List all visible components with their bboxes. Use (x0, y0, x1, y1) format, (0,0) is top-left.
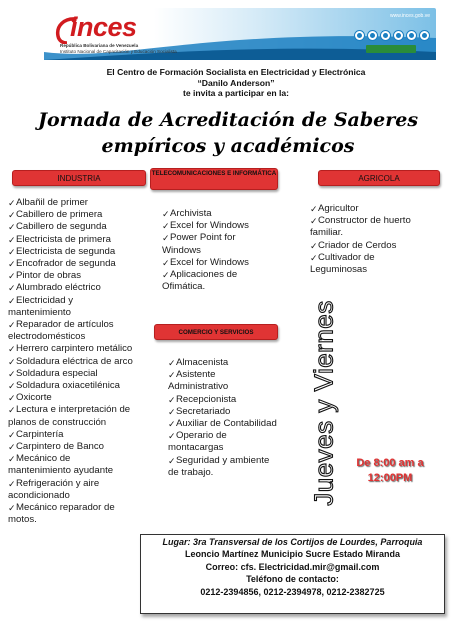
list-item-label: Mecánico de (16, 453, 71, 465)
list-item (162, 232, 297, 244)
list-item (310, 227, 450, 239)
list-item (8, 209, 158, 221)
category-comercio: COMERCIO Y SERVICIOS (154, 324, 278, 340)
list-item-label: Electricidad y (16, 294, 74, 306)
list-item (168, 467, 308, 479)
list-item-label: Recepcionista (176, 393, 237, 405)
check-icon: ✓ (8, 271, 16, 282)
check-icon: ✓ (162, 221, 170, 232)
check-icon: ✓ (162, 270, 170, 281)
check-icon: ✓ (8, 234, 16, 245)
list-item-label: Reparador de artículos (16, 319, 114, 331)
check-icon: ✓ (8, 368, 16, 379)
list-item-label: Electricista de segunda (16, 245, 116, 257)
check-icon: ✓ (8, 503, 16, 514)
list-item (162, 257, 297, 269)
list-item (8, 368, 158, 380)
list-item (8, 404, 158, 416)
list-item-label: Alumbrado eléctrico (16, 282, 101, 294)
check-icon: ✓ (162, 257, 170, 268)
social-icon-5 (406, 30, 417, 41)
social-icon-1 (354, 30, 365, 41)
list-item (8, 331, 158, 343)
check-icon: ✓ (8, 210, 16, 221)
check-icon: ✓ (8, 429, 16, 440)
list-item-label: Pintor de obras (16, 270, 82, 282)
info-location-line-2: Leoncio Martínez Municipio Sucre Estado Miranda (184, 549, 401, 560)
list-item (8, 478, 158, 490)
check-icon: ✓ (8, 442, 16, 453)
social-icon-3 (380, 30, 391, 41)
list-item-label: Administrativo (168, 381, 229, 393)
list-item (168, 455, 308, 467)
list-item-label: Secretariado (176, 405, 231, 417)
check-icon: ✓ (168, 370, 176, 381)
logo-subtitle-1: República Bolivariana de Venezuela (60, 43, 139, 48)
list-item-label: Herrero carpintero metálico (16, 343, 133, 355)
list-item-label: Lectura e interpretación de (16, 404, 131, 416)
title-line-1: Jornada de Acreditación de Saberes (37, 109, 419, 131)
list-item-label: Electricista de primera (16, 233, 111, 245)
list-item (162, 208, 297, 220)
check-icon: ✓ (168, 358, 176, 368)
page-title (10, 107, 446, 159)
logo-wordmark: inces (70, 12, 137, 42)
list-item (168, 406, 308, 418)
check-icon: ✓ (8, 320, 16, 331)
check-icon: ✓ (8, 344, 16, 355)
social-icons (354, 30, 430, 41)
list-item (8, 319, 158, 331)
check-icon: ✓ (168, 419, 176, 430)
list-item-label: familiar. (310, 227, 344, 239)
list-item-label: mantenimiento (8, 306, 71, 318)
social-icon-4 (393, 30, 404, 41)
list-item (162, 245, 297, 257)
list-item-label: Power Point for (170, 232, 236, 244)
list-item (310, 252, 450, 264)
list-item (8, 514, 158, 526)
invitation-line-1: El Centro de Formación Socialista en Electricidad y Electrónica (106, 67, 366, 77)
invitation-line-3: te invita a participar en la: (182, 88, 290, 98)
list-item-label: Ofimática. (162, 281, 206, 293)
check-icon: ✓ (8, 246, 16, 257)
list-item-label: Asistente (176, 369, 216, 381)
list-item-label: Leguminosas (310, 264, 368, 276)
check-icon: ✓ (168, 394, 176, 405)
list-item (162, 220, 297, 232)
banner-right-block (340, 12, 430, 56)
list-item (8, 221, 158, 233)
info-email: Correo: cfs. Electricidad.mir@gmail.com (205, 561, 380, 572)
list-item (8, 234, 158, 246)
list-item-label: Operario de (176, 430, 227, 442)
check-icon: ✓ (8, 259, 16, 270)
list-item (310, 264, 450, 276)
list-item (168, 430, 308, 442)
info-phone-label: Teléfono de contacto: (246, 574, 339, 585)
list-item-label: Seguridad y ambiente (176, 454, 270, 466)
list-item (168, 442, 308, 454)
list-item (162, 269, 297, 281)
check-icon: ✓ (310, 240, 318, 251)
list-item-label: Constructor de huerto (318, 215, 411, 227)
list-item-label: Auxiliar de Contabilidad (176, 418, 277, 430)
list-item-label: Cabillero de primera (16, 209, 103, 221)
check-icon: ✓ (310, 204, 318, 214)
list-item-label: Cabillero de segunda (16, 221, 107, 233)
list-item-label: Refrigeración y aire (16, 477, 100, 489)
category-telecom: TELECOMUNICACIONES E INFORMÁTICA (150, 168, 278, 190)
title-line-2: empíricos y académicos (101, 135, 355, 157)
banner-tag-badge (366, 45, 416, 53)
list-item-label: electrodomésticos (8, 331, 86, 343)
list-item-label: Criador de Cerdos (318, 239, 397, 251)
check-icon: ✓ (8, 454, 16, 465)
list-item-label: Soldadura eléctrica de arco (16, 355, 133, 367)
list-item (8, 502, 158, 514)
check-icon: ✓ (168, 406, 176, 417)
check-icon: ✓ (8, 283, 16, 294)
list-item (168, 369, 308, 381)
list-item-label: Albañil de primer (16, 197, 88, 208)
check-icon: ✓ (8, 295, 16, 306)
check-icon: ✓ (162, 209, 170, 219)
check-icon: ✓ (310, 252, 318, 263)
list-item-label: acondicionado (8, 489, 70, 501)
check-icon: ✓ (168, 431, 176, 442)
check-icon: ✓ (8, 381, 16, 392)
list-item-label: Carpintero de Banco (16, 441, 104, 453)
list-item-label: Windows (162, 244, 201, 256)
info-phone-numbers: 0212-2394856, 0212-2394978, 0212-2382725 (200, 586, 385, 597)
list-item-label: de trabajo. (168, 466, 214, 478)
list-item (8, 380, 158, 392)
comercio-list (168, 357, 308, 479)
list-item (8, 270, 158, 282)
list-item-label: Carpintería (16, 428, 64, 440)
list-item-label: Oxicorte (16, 392, 52, 404)
list-item (8, 282, 158, 294)
check-icon: ✓ (8, 222, 16, 233)
list-item-label: Cultivador de (318, 251, 375, 263)
list-item-label: montacargas (168, 442, 224, 454)
list-item-label: Encofrador de segunda (16, 258, 116, 270)
category-agricola: AGRICOLA (318, 170, 440, 186)
list-item-label: Mecánico reparador de (16, 502, 115, 514)
list-item (8, 429, 158, 441)
check-icon: ✓ (8, 198, 16, 208)
list-item-label: Soldadura oxiacetilénica (16, 380, 120, 392)
schedule-line-2: 12:00PM (367, 472, 413, 484)
list-item (8, 307, 158, 319)
list-item (8, 490, 158, 502)
social-icon-6 (419, 30, 430, 41)
list-item (168, 381, 308, 393)
list-item (168, 357, 308, 369)
list-item-label: Archivista (170, 208, 212, 219)
list-item (8, 465, 158, 477)
list-item-label: planos de construcción (8, 416, 107, 428)
category-industria: INDUSTRIA (12, 170, 146, 186)
list-item (310, 240, 450, 252)
schedule-line-1: De 8:00 am a (356, 457, 424, 469)
list-item-label: Aplicaciones de (170, 269, 238, 281)
check-icon: ✓ (168, 455, 176, 466)
check-icon: ✓ (8, 405, 16, 416)
list-item (8, 197, 158, 209)
list-item (162, 281, 297, 293)
list-item (168, 394, 308, 406)
check-icon: ✓ (310, 216, 318, 227)
list-item (8, 441, 158, 453)
list-item (8, 246, 158, 258)
list-item (310, 203, 450, 215)
contact-info-box (140, 534, 445, 614)
list-item (8, 453, 158, 465)
list-item (8, 356, 158, 368)
logo-subtitle-2: Instituto Nacional de Capacitación y Educación Socialista (60, 49, 177, 54)
check-icon: ✓ (8, 393, 16, 404)
schedule-time (344, 456, 436, 486)
check-icon: ✓ (8, 478, 16, 489)
list-item-label: Agricultor (318, 203, 359, 214)
info-location-line-1: Lugar: 3ra Transversal de los Cortijos de Lourdes, Parroquia (162, 537, 423, 547)
list-item (168, 418, 308, 430)
days-text: Jueves y Viernes (308, 299, 339, 506)
list-item-label: Almacenista (176, 357, 229, 368)
list-item-label: Soldadura especial (16, 367, 98, 379)
list-item (8, 392, 158, 404)
invitation-text (40, 67, 432, 99)
list-item (8, 258, 158, 270)
check-icon: ✓ (8, 356, 16, 367)
list-item (8, 417, 158, 429)
check-icon: ✓ (162, 233, 170, 244)
list-item (8, 295, 158, 307)
list-item-label: mantenimiento ayudante (8, 465, 114, 477)
industria-list (8, 197, 158, 526)
list-item-label: motos. (8, 514, 37, 526)
telecom-list (162, 208, 297, 293)
inces-logo (54, 12, 214, 56)
social-icon-2 (367, 30, 378, 41)
agricola-list (310, 203, 450, 276)
list-item (310, 215, 450, 227)
days-vertical-block (304, 300, 344, 505)
list-item-label: Excel for Windows (170, 220, 249, 232)
list-item (8, 343, 158, 355)
header-banner (44, 8, 436, 60)
list-item-label: Excel for Windows (170, 256, 249, 268)
invitation-line-2: “Danilo Anderson” (197, 77, 275, 88)
website-url: www.inces.gob.ve (389, 13, 430, 19)
